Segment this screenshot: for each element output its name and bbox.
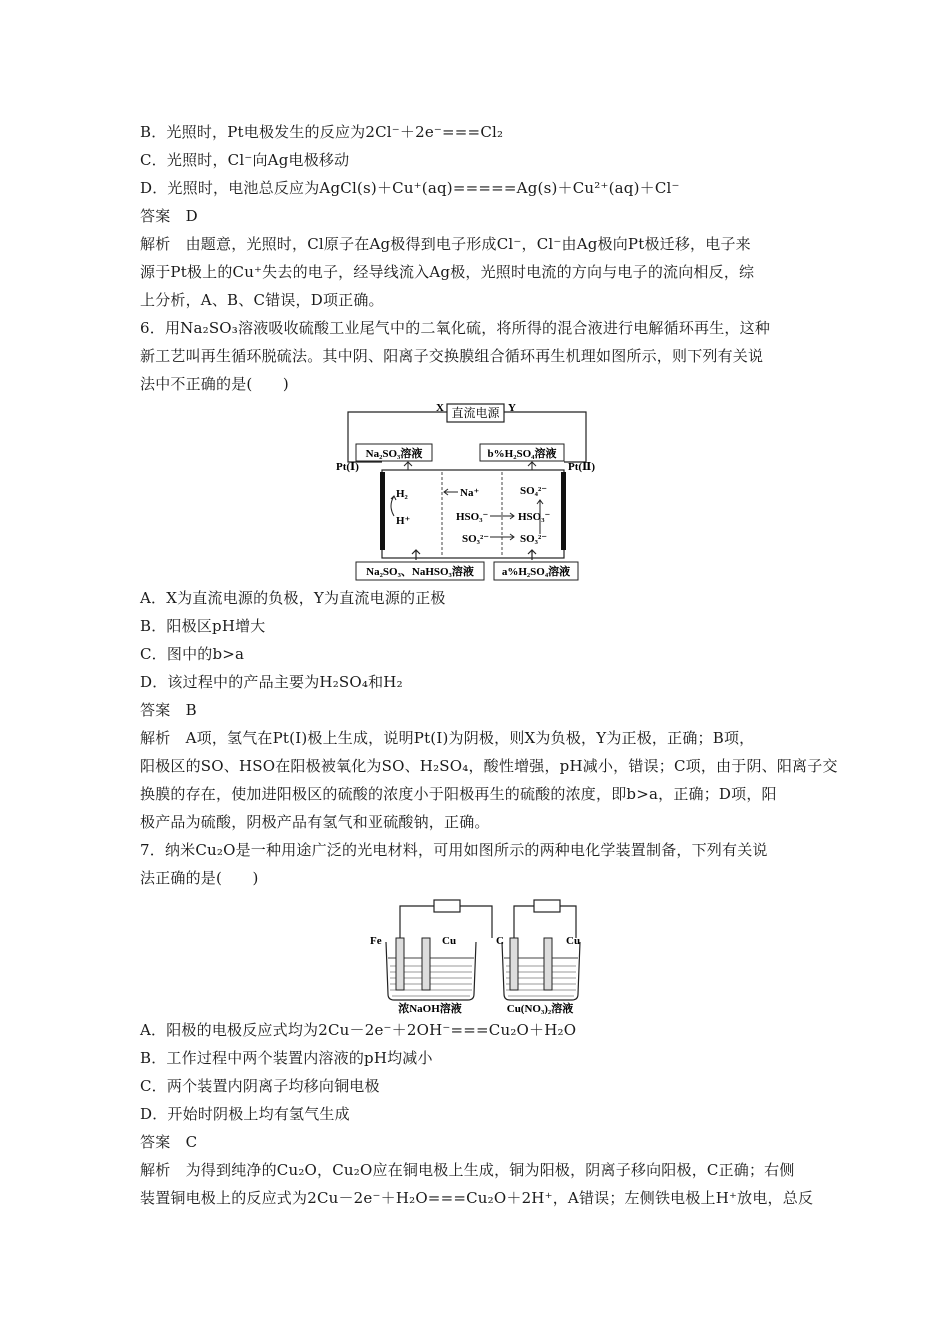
q7-option-a: A．阳极的电极反应式均为2Cu－2e⁻＋2OH⁻===Cu₂O＋H₂O [140, 1021, 577, 1039]
h2-label: H₂ [396, 488, 408, 500]
q5-option-d: D．光照时，电池总反应为AgCl(s)＋Cu⁺(aq)=====Ag(s)＋Cu²⁺(aq)＋Cl⁻ [140, 179, 680, 197]
q7-stem-line-2: 法正确的是( ) [140, 869, 259, 887]
bottom-left-solution-label: Na₂SO₃、NaHSO₃溶液 [366, 566, 474, 578]
right-wire-left [514, 906, 534, 938]
hso3-right-label: HSO₃⁻ [518, 511, 551, 523]
pt2-label: Pt(Ⅱ) [568, 461, 595, 473]
q7-option-d: D．开始时阴极上均有氢气生成 [140, 1105, 350, 1123]
so3-left-label: SO₃²⁻ [462, 533, 490, 545]
q6-option-d: D．该过程中的产品主要为H₂SO₄和H₂ [140, 673, 403, 691]
left-cu-label: Cu [442, 935, 457, 947]
right-wire-right [560, 906, 576, 938]
q7-answer: 答案 C [140, 1133, 198, 1151]
q6-stem-line-3: 法中不正确的是( ) [140, 375, 289, 393]
left-cu-electrode [422, 938, 430, 990]
q6-analysis-line-4: 极产品为硫酸，阴极产品有氢气和亚硫酸钠，正确。 [140, 813, 490, 831]
q7-stem-line-1: 7．纳米Cu₂O是一种用途广泛的光电材料，可用如图所示的两种电化学装置制备，下列有关说 [140, 841, 768, 859]
q6-option-b: B．阳极区pH增大 [140, 617, 266, 635]
left-power-box [434, 900, 460, 912]
c-label: C [496, 935, 504, 947]
q6-option-a: A．X为直流电源的负极，Y为直流电源的正极 [140, 589, 446, 607]
q7-analysis-line-1: 解析 为得到纯净的Cu₂O，Cu₂O应在铜电极上生成，铜为阳极，阴离子移向阳极，C正确；右侧 [140, 1161, 795, 1179]
q6-answer: 答案 B [140, 701, 197, 719]
top-left-outlet-arrow [404, 462, 412, 470]
right-power-box [534, 900, 560, 912]
q5-option-c: C．光照时，Cl⁻向Ag电极移动 [140, 151, 350, 169]
left-wire-left [400, 906, 434, 938]
q6-option-c: C．图中的b>a [140, 645, 245, 663]
q6-stem-line-1: 6．用Na₂SO₃溶液吸收硫酸工业尾气中的二氧化硫，将所得的混合液进行电解循环再生，这种 [140, 319, 771, 337]
q5-analysis-line-1: 解析 由题意，光照时，Cl原子在Ag极得到电子形成Cl⁻，Cl⁻由Ag极向Pt极迁移，电子来 [140, 235, 751, 253]
top-right-outlet-arrow [528, 462, 536, 470]
q6-analysis-line-1: 解析 A项，氢气在Pt(Ⅰ)极上生成，说明Pt(Ⅰ)为阴极，则X为负极，Y为正极，正确；B项， [140, 729, 755, 747]
c-electrode [510, 938, 518, 990]
bottom-right-solution-label: a%H₂SO₄溶液 [501, 566, 571, 578]
pt1-electrode [380, 472, 385, 550]
q7-option-b: B．工作过程中两个装置内溶液的pH均减小 [140, 1049, 433, 1067]
q6-analysis-line-3: 换膜的存在，使加进阳极区的硫酸的浓度小于阳极再生的硫酸的浓度，即b>a，正确；D项，阳 [140, 785, 777, 803]
pt2-electrode [561, 472, 566, 550]
q5-answer: 答案 D [140, 207, 198, 225]
h-plus-label: H⁺ [396, 515, 411, 527]
left-solution-label: 浓NaOH溶液 [398, 1003, 462, 1014]
right-cu-electrode [544, 938, 552, 990]
q5-analysis-line-2: 源于Pt极上的Cu⁺失去的电子，经导线流入Ag极，光照时电流的方向与电子的流向相反，综 [140, 263, 755, 281]
q7-analysis-line-2: 装置铜电极上的反应式为2Cu－2e⁻＋H₂O===Cu₂O＋2H⁺，A错误；左侧铁电极上H⁺放电，总反 [140, 1189, 814, 1207]
top-left-solution-label: Na₂SO₃溶液 [365, 448, 423, 460]
fe-electrode [396, 938, 404, 990]
right-apparatus [496, 900, 580, 1014]
q5-analysis-line-3: 上分析，A、B、C错误，D项正确。 [140, 291, 384, 309]
right-cu-label: Cu [566, 935, 581, 947]
fe-label: Fe [370, 935, 382, 947]
q6-analysis-line-2: 阳极区的SO、HSO在阳极被氧化为SO、H₂SO₄，酸性增强，pH减小，错误；C项，由于阴、阳离子交 [140, 757, 838, 775]
right-solution-label: Cu(NO₃)₂溶液 [506, 1003, 574, 1014]
q5-option-b: B．光照时，Pt电极发生的反应为2Cl⁻＋2e⁻===Cl₂ [140, 123, 504, 141]
electrolysis-cell-figure [330, 400, 620, 582]
so4-label: SO₄²⁻ [520, 485, 548, 497]
top-right-solution-label: b%H₂SO₄溶液 [487, 448, 557, 460]
hso3-left-label: HSO₃⁻ [456, 511, 489, 523]
left-apparatus [370, 900, 492, 1014]
left-wire-right [460, 906, 492, 938]
y-terminal-label: Y [508, 402, 516, 414]
power-label: 直流电源 [451, 406, 500, 420]
q6-stem-line-2: 新工艺叫再生循环脱硫法。其中阴、阳离子交换膜组合循环再生机理如图所示，则下列有关说 [140, 347, 764, 365]
x-terminal-label: X [436, 402, 444, 414]
pt1-label: Pt(Ⅰ) [336, 461, 359, 473]
so3-right-label: SO₃²⁻ [520, 533, 548, 545]
q7-option-c: C．两个装置内阴离子均移向铜电极 [140, 1077, 380, 1095]
cu2o-preparation-figure [364, 896, 598, 1014]
na-plus-label: Na⁺ [460, 487, 480, 499]
